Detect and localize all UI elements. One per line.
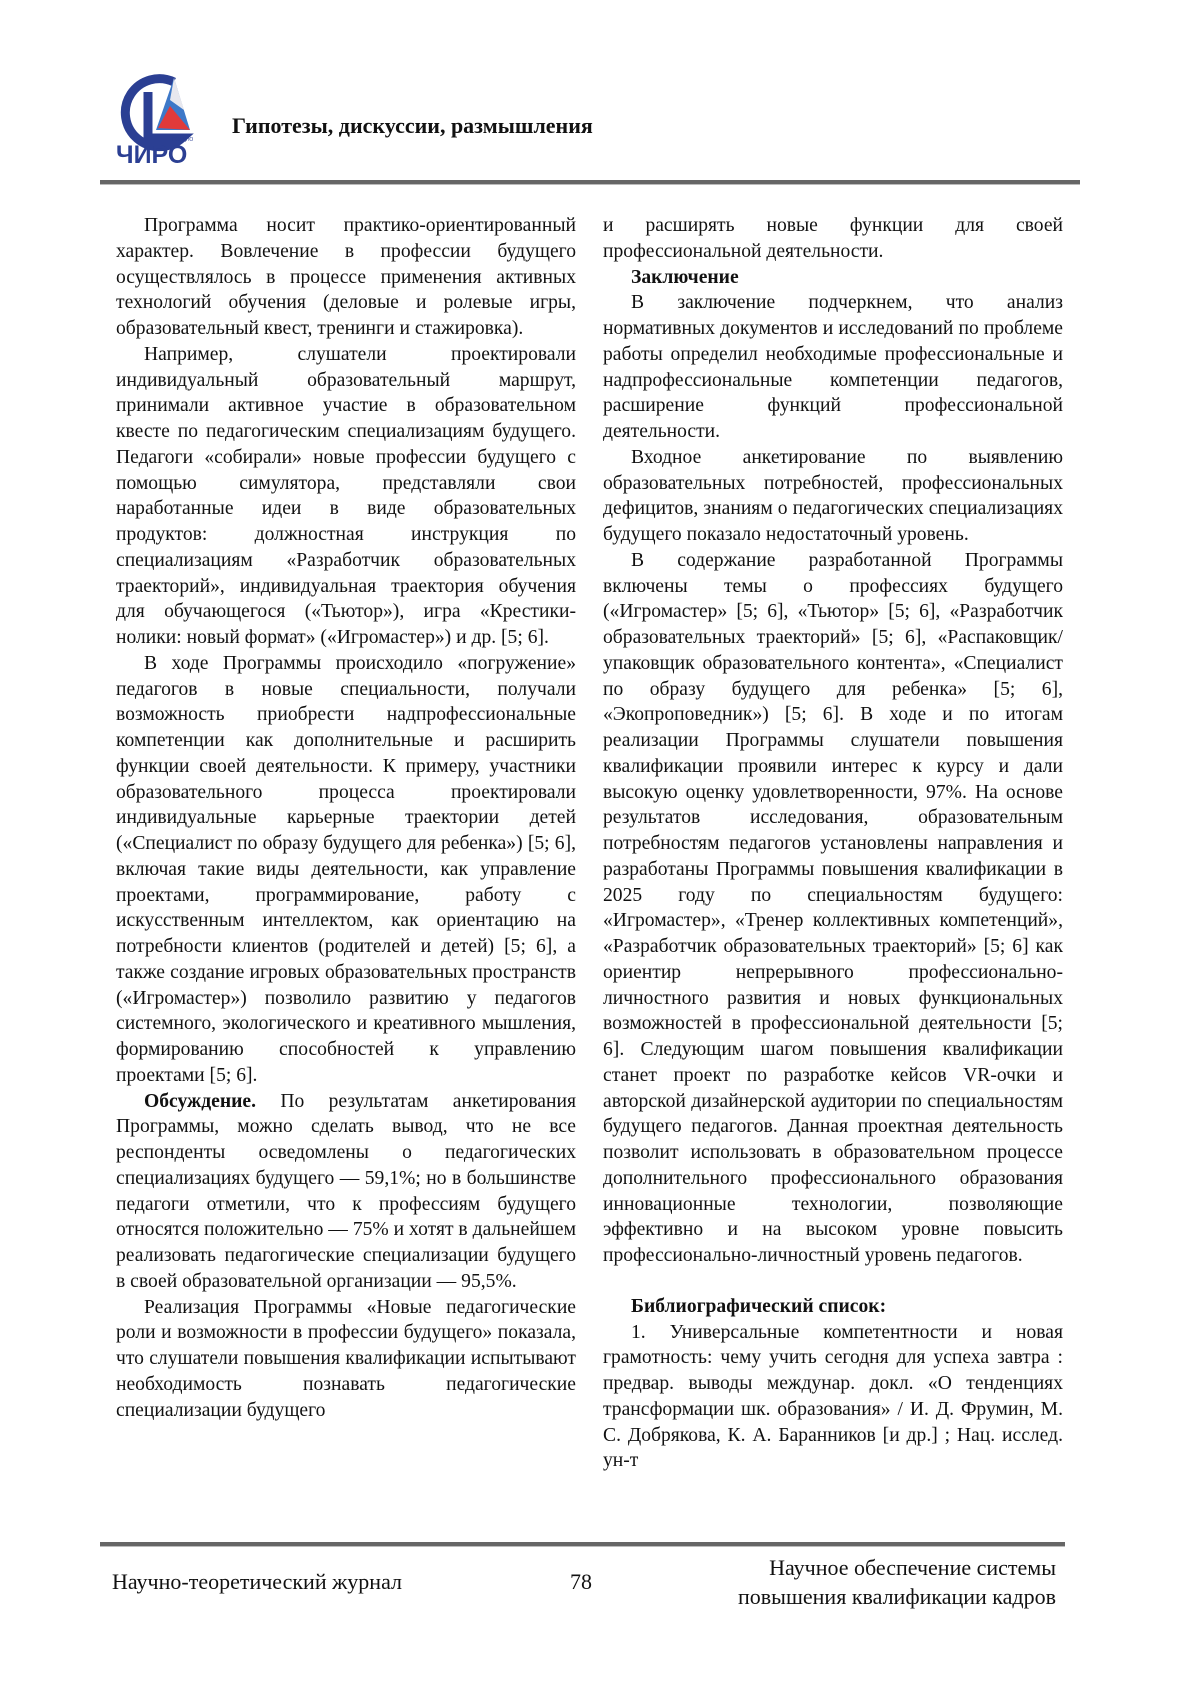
paragraph: В содержание разработанной Программы включены темы о профессиях будущего («Игромастер» [5; 6], «Тьютор» [5; 6], «Разработчик образовательных траекторий» [5; 6], «Распаковщик/упаковщик образовательного контента», «Специалист по образу будущего для ребенка» [5; 6], «Экопроповедник») [5; 6]. В ходе и по итогам реализации Программы слушатели повышения квалификации проявили интерес к курсу и дали высокую оценку удовлетворенности, 97%. На основе результатов исследования, образовательным потребностям педагогов установлены направления и разработаны Программы повышения квалификации в 2025 году по специальностям будущего: «Игромастер», «Тренер коллективных компетенций», «Разработчик образовательных траекторий» [5; 6] как ориентир непрерывного профессионально-личностного развития и новых функциональных возможностей в профессиональной деятельности [5; 6]. Следующим шагом повышения квалификации станет проект по разработке кейсов VR-очки и авторской дизайнерской аудитории по специальностям будущего педагогов. Данная проектная деятельность позволит использовать в образовательном процессе дополнительного профессионального образования инновационные технологии, позволяющие эффективно и на высоком уровне повысить профессионально-личностный уровень педагогов. (603, 548, 1063, 1269)
footer-title-line1: Научное обеспечение системы (738, 1553, 1056, 1582)
right-column (603, 213, 1063, 1474)
paragraph: Например, слушатели проектировали индивидуальный образовательный маршрут, принимали активное участие в образовательном квесте по педагогическим специализациям будущего. Педагоги «собирали» новые профессии будущего с помощью симулятора, представляли свои наработанные идеи в виде образовательных продуктов: должностная инструкция по специализациям «Разработчик образовательных траекторий», индивидуальная траектория обучения для обучающегося («Тьютор»), игра «Крестики-нолики: новый формат» («Игромастер») и др. [5; 6]. (116, 342, 576, 651)
bibliography-heading: Библиографический список: (603, 1294, 1063, 1320)
footer-divider (100, 1542, 1065, 1547)
left-column (116, 213, 576, 1423)
paragraph: В ходе Программы происходило «погружение» педагогов в новые специальности, получали возможность приобрести надпрофессиональные компетенции как дополнительные и расширить функции своей деятельности. К примеру, участники образовательного процесса проектировали индивидуальные карьерные траектории детей («Специалист по образу будущего для ребенка») [5; 6], включая такие виды деятельности, как управление проектами, программирование, работу с искусственным интеллектом, как ориентацию на потребности клиентов (родителей и детей) [5; 6], а также создание игровых образовательных пространств («Игромастер») позволило развитию у педагогов системного, экологического и креативного мышления, формированию способностей к управлению проектами [5; 6]. (116, 651, 576, 1089)
paragraph: Программа носит практико-ориентированный характер. Вовлечение в профессии будущего осуществлялось в процессе применения активных технологий обучения (деловые и ролевые игры, образовательный квест, тренинги и стажировка). (116, 213, 576, 342)
section-title: Гипотезы, дискуссии, размышления (232, 113, 593, 139)
footer-title (738, 1553, 1056, 1611)
discussion-paragraph (116, 1089, 576, 1295)
discussion-text: По результатам анкетирования Программы, можно сделать вывод, что не все респонденты осведомлены о педагогических специализациях будущего — 59,1%; но в большинстве педагоги отметили, что к профессиям будущего относятся положительно — 75% и хотят в дальнейшем реализовать педагогические специализации будущего в своей образовательной организации — 95,5%. (116, 1091, 576, 1292)
header-divider (100, 180, 1080, 185)
paragraph: Реализация Программы «Новые педагогические роли и возможности в профессии будущего» показала, что слушатели повышения квалификации испытывают необходимость познавать педагогические специализации будущего (116, 1295, 576, 1424)
conclusion-heading: Заключение (603, 265, 1063, 291)
bibliography-item: 1. Универсальные компетентности и новая грамотность: чему учить сегодня для успеха завтра : предвар. выводы междунар. докл. «О тенденциях трансформации шк. образования» / И. Д. Фрумин, М. С. Добрякова, К. А. Баранников [и др.] ; Нац. исслед. ун-т (603, 1320, 1063, 1475)
paragraph: и расширять новые функции для своей профессиональной деятельности. (603, 213, 1063, 265)
paragraph: Входное анкетирование по выявлению образовательных потребностей, профессиональных дефицитов, знаниям о педагогических специализациях будущего показало недостаточный уровень. (603, 445, 1063, 548)
footer-journal: Научно-теоретический журнал (112, 1567, 402, 1596)
logo-subtext: ГБУ ДПО (172, 137, 193, 143)
discussion-heading: Обсуждение. (144, 1091, 256, 1112)
page-number: 78 (570, 1567, 592, 1596)
paragraph: В заключение подчеркнем, что анализ нормативных документов и исследований по проблеме работы определил необходимые профессиональные и надпрофессиональные компетенции педагогов, расширение функций профессиональной деятельности. (603, 290, 1063, 445)
logo-text: ЧИРО (116, 141, 187, 170)
footer-title-line2: повышения квалификации кадров (738, 1582, 1056, 1611)
